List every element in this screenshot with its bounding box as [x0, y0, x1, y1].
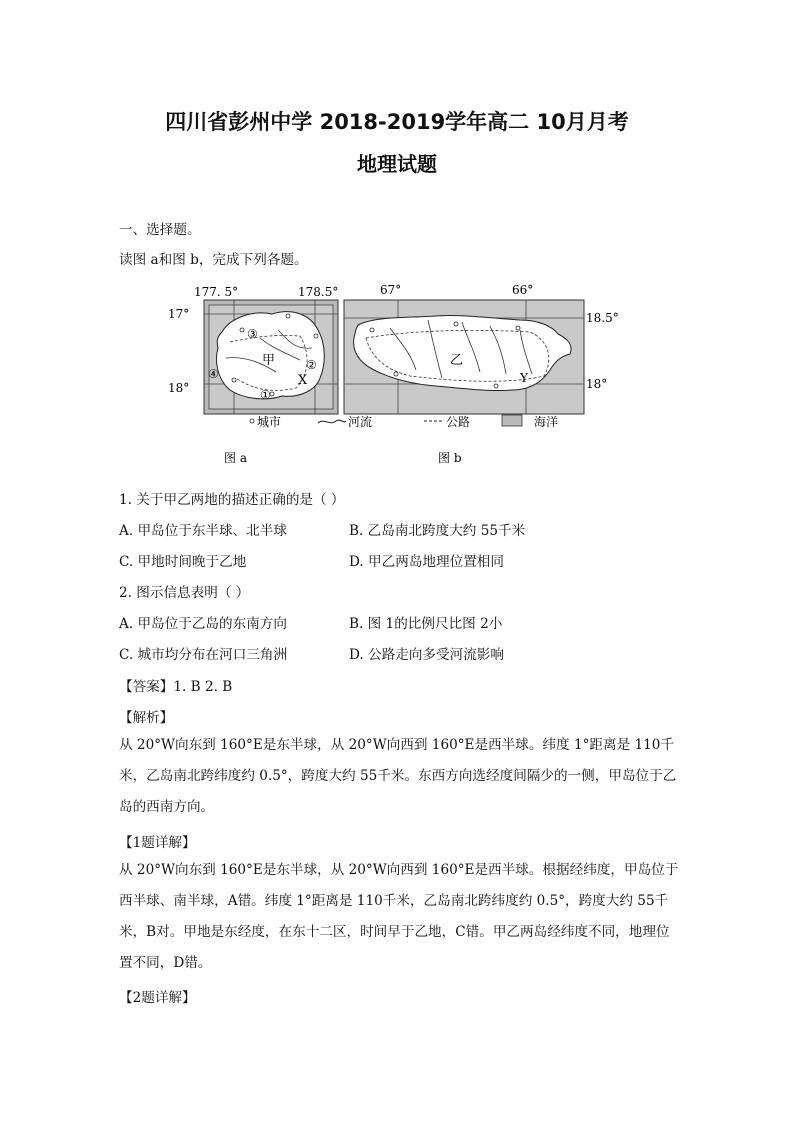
ocean-symbol-icon: [502, 415, 522, 426]
fig-a-city-4: ④: [208, 367, 219, 381]
city-symbol-icon: [250, 419, 254, 423]
fig-a-mark-x: X: [298, 373, 308, 388]
fig-b-lon-left: 67°: [380, 283, 402, 297]
q2-option-d: D. 公路走向多受河流影响: [349, 647, 504, 663]
question-1-stem: 1. 关于甲乙两地的描述正确的是（ ）: [119, 492, 345, 508]
q2-option-a: A. 甲岛位于乙岛的东南方向: [119, 616, 287, 632]
fig-a-caption: 图 a: [224, 451, 247, 465]
fig-a-lon-left: 177. 5°: [194, 285, 239, 299]
detail-1-text: 从 20°W向东到 160°E是东半球，从 20°W向西到 160°E是西半球。根据经纬度，甲岛位于西半球、南半球，A错。纬度 1°距离是 110千米，乙岛南北跨纬度约 0.5°，跨度大约 55千米，B对。甲地是东经度，在东十二区，时间早于乙地，C错。甲乙两岛经纬度不同，地理位置不同，D错。: [119, 862, 679, 971]
instruction-text: 读图 a和图 b，完成下列各题。: [119, 252, 308, 268]
figure-a-map: [168, 285, 338, 414]
legend-river: 河流: [348, 415, 373, 429]
fig-b-lat-bottom: 18°: [586, 377, 608, 391]
q2-option-c: C. 城市均分布在河口三角洲: [119, 647, 288, 663]
question-2-stem: 2. 图示信息表明（ ）: [119, 585, 250, 601]
answer-line: 【答案】1. B 2. B: [119, 679, 233, 695]
legend-ocean: 海洋: [534, 415, 559, 429]
fig-a-lat-bottom: 18°: [168, 381, 190, 395]
map-figures: [160, 278, 630, 470]
river-symbol-icon: [318, 420, 346, 423]
fig-b-lat-top: 18.5°: [586, 311, 619, 325]
fig-a-lat-top: 17°: [168, 307, 190, 321]
page-subtitle: 地理试题: [357, 152, 437, 176]
fig-b-lon-right: 66°: [512, 283, 534, 297]
legend-city: 城市: [257, 415, 282, 429]
analysis-text: 从 20°W向东到 160°E是东半球，从 20°W向西到 160°E是西半球。纬度 1°距离是 110千米，乙岛南北跨纬度约 0.5°，跨度大约 55千米。东西方向选经度间隔少的一侧，甲岛位于乙岛的西南方向。: [119, 737, 677, 815]
fig-a-city-1: ①: [260, 388, 271, 402]
fig-a-city-2: ②: [306, 358, 317, 372]
legend-road: 公路: [446, 415, 471, 429]
q1-option-a: A. 甲岛位于东半球、北半球: [119, 523, 287, 539]
fig-b-island-label: 乙: [450, 353, 464, 368]
detail-1-label: 【1题详解】: [119, 835, 196, 851]
fig-a-island-label: 甲: [262, 353, 276, 368]
fig-b-mark-y: Y: [520, 371, 528, 385]
fig-a-lon-right: 178.5°: [298, 285, 339, 299]
fig-a-city-3: ③: [247, 327, 258, 341]
q2-option-b: B. 图 1的比例尺比图 2小: [349, 616, 503, 632]
detail-2-label: 【2题详解】: [119, 990, 196, 1006]
map-legend: [250, 414, 558, 429]
q1-option-d: D. 甲乙两岛地理位置相同: [349, 554, 504, 570]
q1-option-c: C. 甲地时间晚于乙地: [119, 554, 247, 570]
page-title: 四川省彭州中学 2018-2019学年高二 10月月考: [165, 110, 629, 134]
fig-b-caption: 图 b: [438, 451, 462, 465]
figure-b-map: [344, 283, 619, 414]
q1-option-b: B. 乙岛南北跨度大约 55千米: [349, 523, 526, 539]
analysis-label: 【解析】: [119, 710, 174, 726]
section-heading: 一、选择题。: [119, 222, 201, 238]
